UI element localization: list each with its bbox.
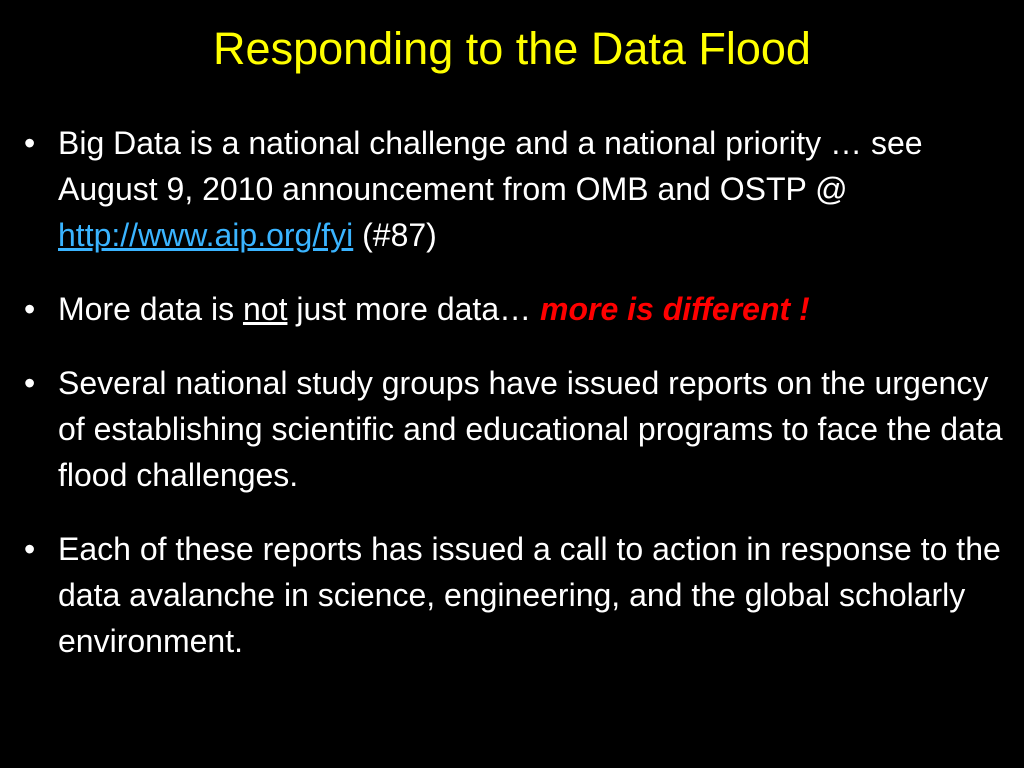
bullet-list bbox=[0, 120, 1024, 664]
bullet-3-text: Several national study groups have issued reports on the urgency of establishing scientific and educational programs to face the data flood challenges. bbox=[58, 365, 1003, 493]
underlined-not: not bbox=[242, 291, 288, 327]
bullet-item-1 bbox=[0, 120, 1024, 258]
bullet-1-text: Big Data is a national challenge and a national priority … see August 9, 2010 announcement from OMB and OSTP @ bbox=[58, 125, 923, 207]
bullet-2-text: More data is bbox=[58, 291, 243, 327]
aip-fyi-link[interactable]: http://www.aip.org/fyi bbox=[58, 217, 354, 253]
bullet-glyph: • bbox=[24, 125, 36, 161]
bullet-glyph: • bbox=[24, 365, 36, 401]
bullet-4-text: Each of these reports has issued a call to action in response to the data avalanche in science, engineering, and the global scholarly environment. bbox=[58, 531, 1001, 659]
bullet-item-3 bbox=[0, 360, 1024, 498]
bullet-2-middle: just more data… bbox=[287, 291, 540, 327]
bullet-glyph: • bbox=[24, 291, 36, 327]
bullet-item-4 bbox=[0, 526, 1024, 664]
bullet-glyph: • bbox=[24, 531, 36, 567]
bullet-1-suffix: (#87) bbox=[353, 217, 437, 253]
emphasis-text: more is different ! bbox=[540, 291, 810, 327]
bullet-item-2 bbox=[0, 286, 1024, 332]
slide-title: Responding to the Data Flood bbox=[213, 23, 811, 74]
